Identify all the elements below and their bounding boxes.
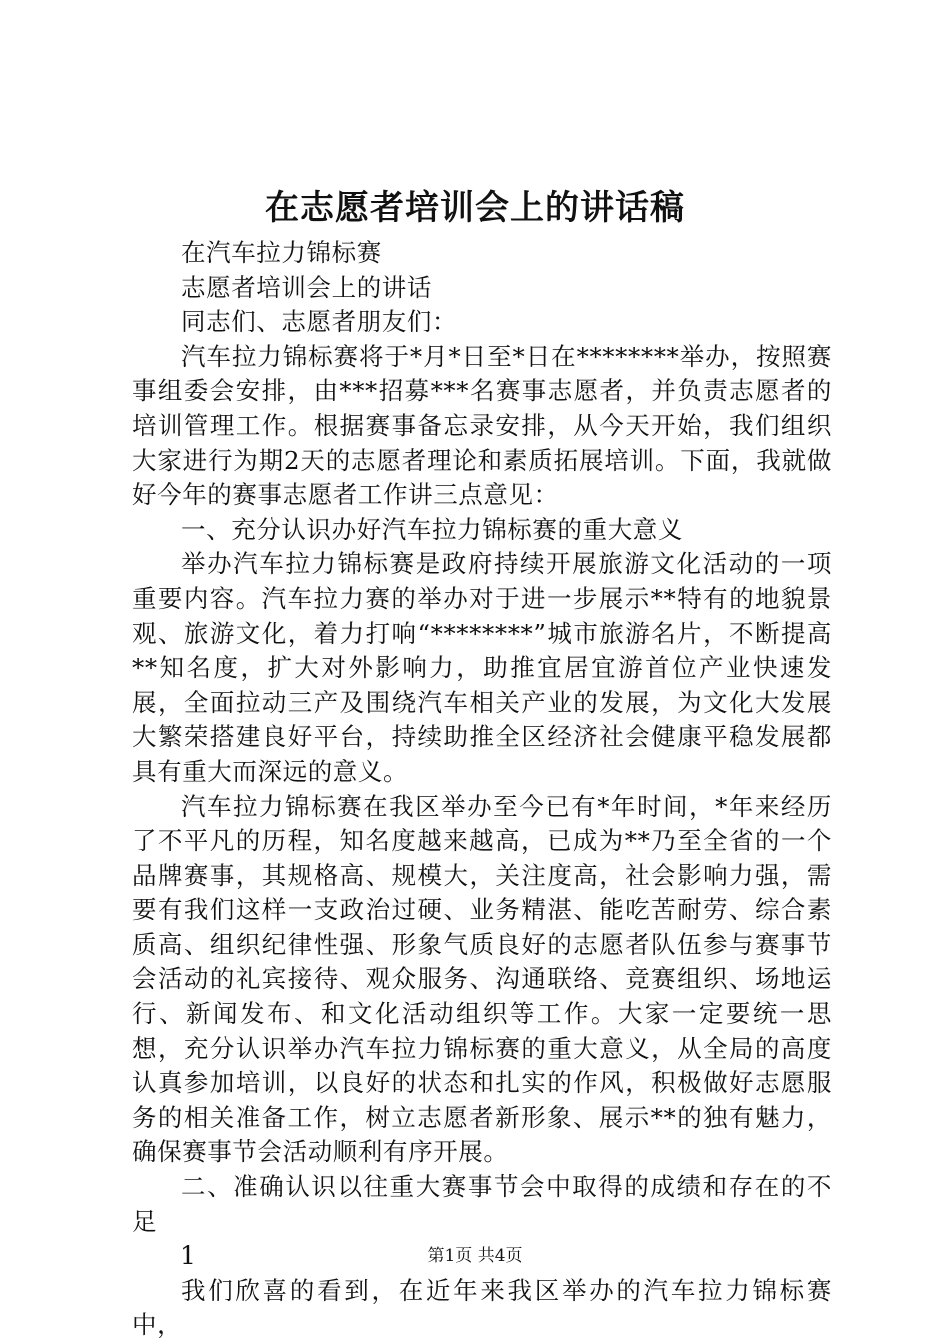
document-body	[132, 236, 832, 1343]
paragraph-history: 汽车拉力锦标赛在我区举办至今已有*年时间，*年来经历了不平凡的历程，知名度越来越高，已成为**乃至全省的一个品牌赛事，其规格高、规模大，关注度高，社会影响力强，需要有我们这样一支政治过硬、业务精湛、能吃苦耐劳、综合素质高、组织纪律性强、形象气质良好的志愿者队伍参与赛事节会活动的礼宾接待、观众服务、沟通联络、竞赛组织、场地运行、新闻发布、和文化活动组织等工作。大家一定要统一思想，充分认识举办汽车拉力锦标赛的重大意义，从全局的高度认真参加培训，以良好的状态和扎实的作风，积极做好志愿服务的相关准备工作，树立志愿者新形象、展示**的独有魅力，确保赛事节会活动顺利有序开展。	[132, 791, 832, 1167]
paragraph-salutation: 同志们、志愿者朋友们：	[181, 307, 458, 337]
paragraph-significance: 举办汽车拉力锦标赛是政府持续开展旅游文化活动的一项重要内容。汽车拉力赛的举办对于进一步展示**特有的地貌景观、旅游文化，着力打响“********”城市旅游名片，不断提高**知名度，扩大对外影响力，助推宜居宜游首位产业快速发展，全面拉动三产及围绕汽车相关产业的发展，为文化大发展大繁荣搭建良好平台，持续助推全区经济社会健康平稳发展都具有重大而深远的意义。	[132, 549, 832, 786]
paragraph-heading-line-1: 在汽车拉力锦标赛	[181, 238, 382, 267]
inline-page-number: 1	[180, 1241, 197, 1271]
document-title: 在志愿者培训会上的讲话稿	[265, 188, 685, 228]
section-heading-1: 一、充分认识办好汽车拉力锦标赛的重大意义	[181, 514, 683, 544]
paragraph-intro: 汽车拉力锦标赛将于*月*日至*日在********举办，按照赛事组委会安排，由***招募***名赛事志愿者，并负责志愿者的培训管理工作。根据赛事备忘录安排，从今天开始，我们组织大家进行为期2天的志愿者理论和素质拓展培训。下面，我就做好今年的赛事志愿者工作讲三点意见：	[132, 341, 832, 510]
page-footer: 第1页 共4页	[427, 1246, 523, 1266]
paragraph-achievements: 我们欣喜的看到，在近年来我区举办的汽车拉力锦标赛中，	[132, 1275, 832, 1340]
section-heading-2: 二、准确认识以往重大赛事节会中取得的成绩和存在的不足	[132, 1172, 832, 1236]
paragraph-heading-line-2: 志愿者培训会上的讲话	[181, 272, 432, 302]
